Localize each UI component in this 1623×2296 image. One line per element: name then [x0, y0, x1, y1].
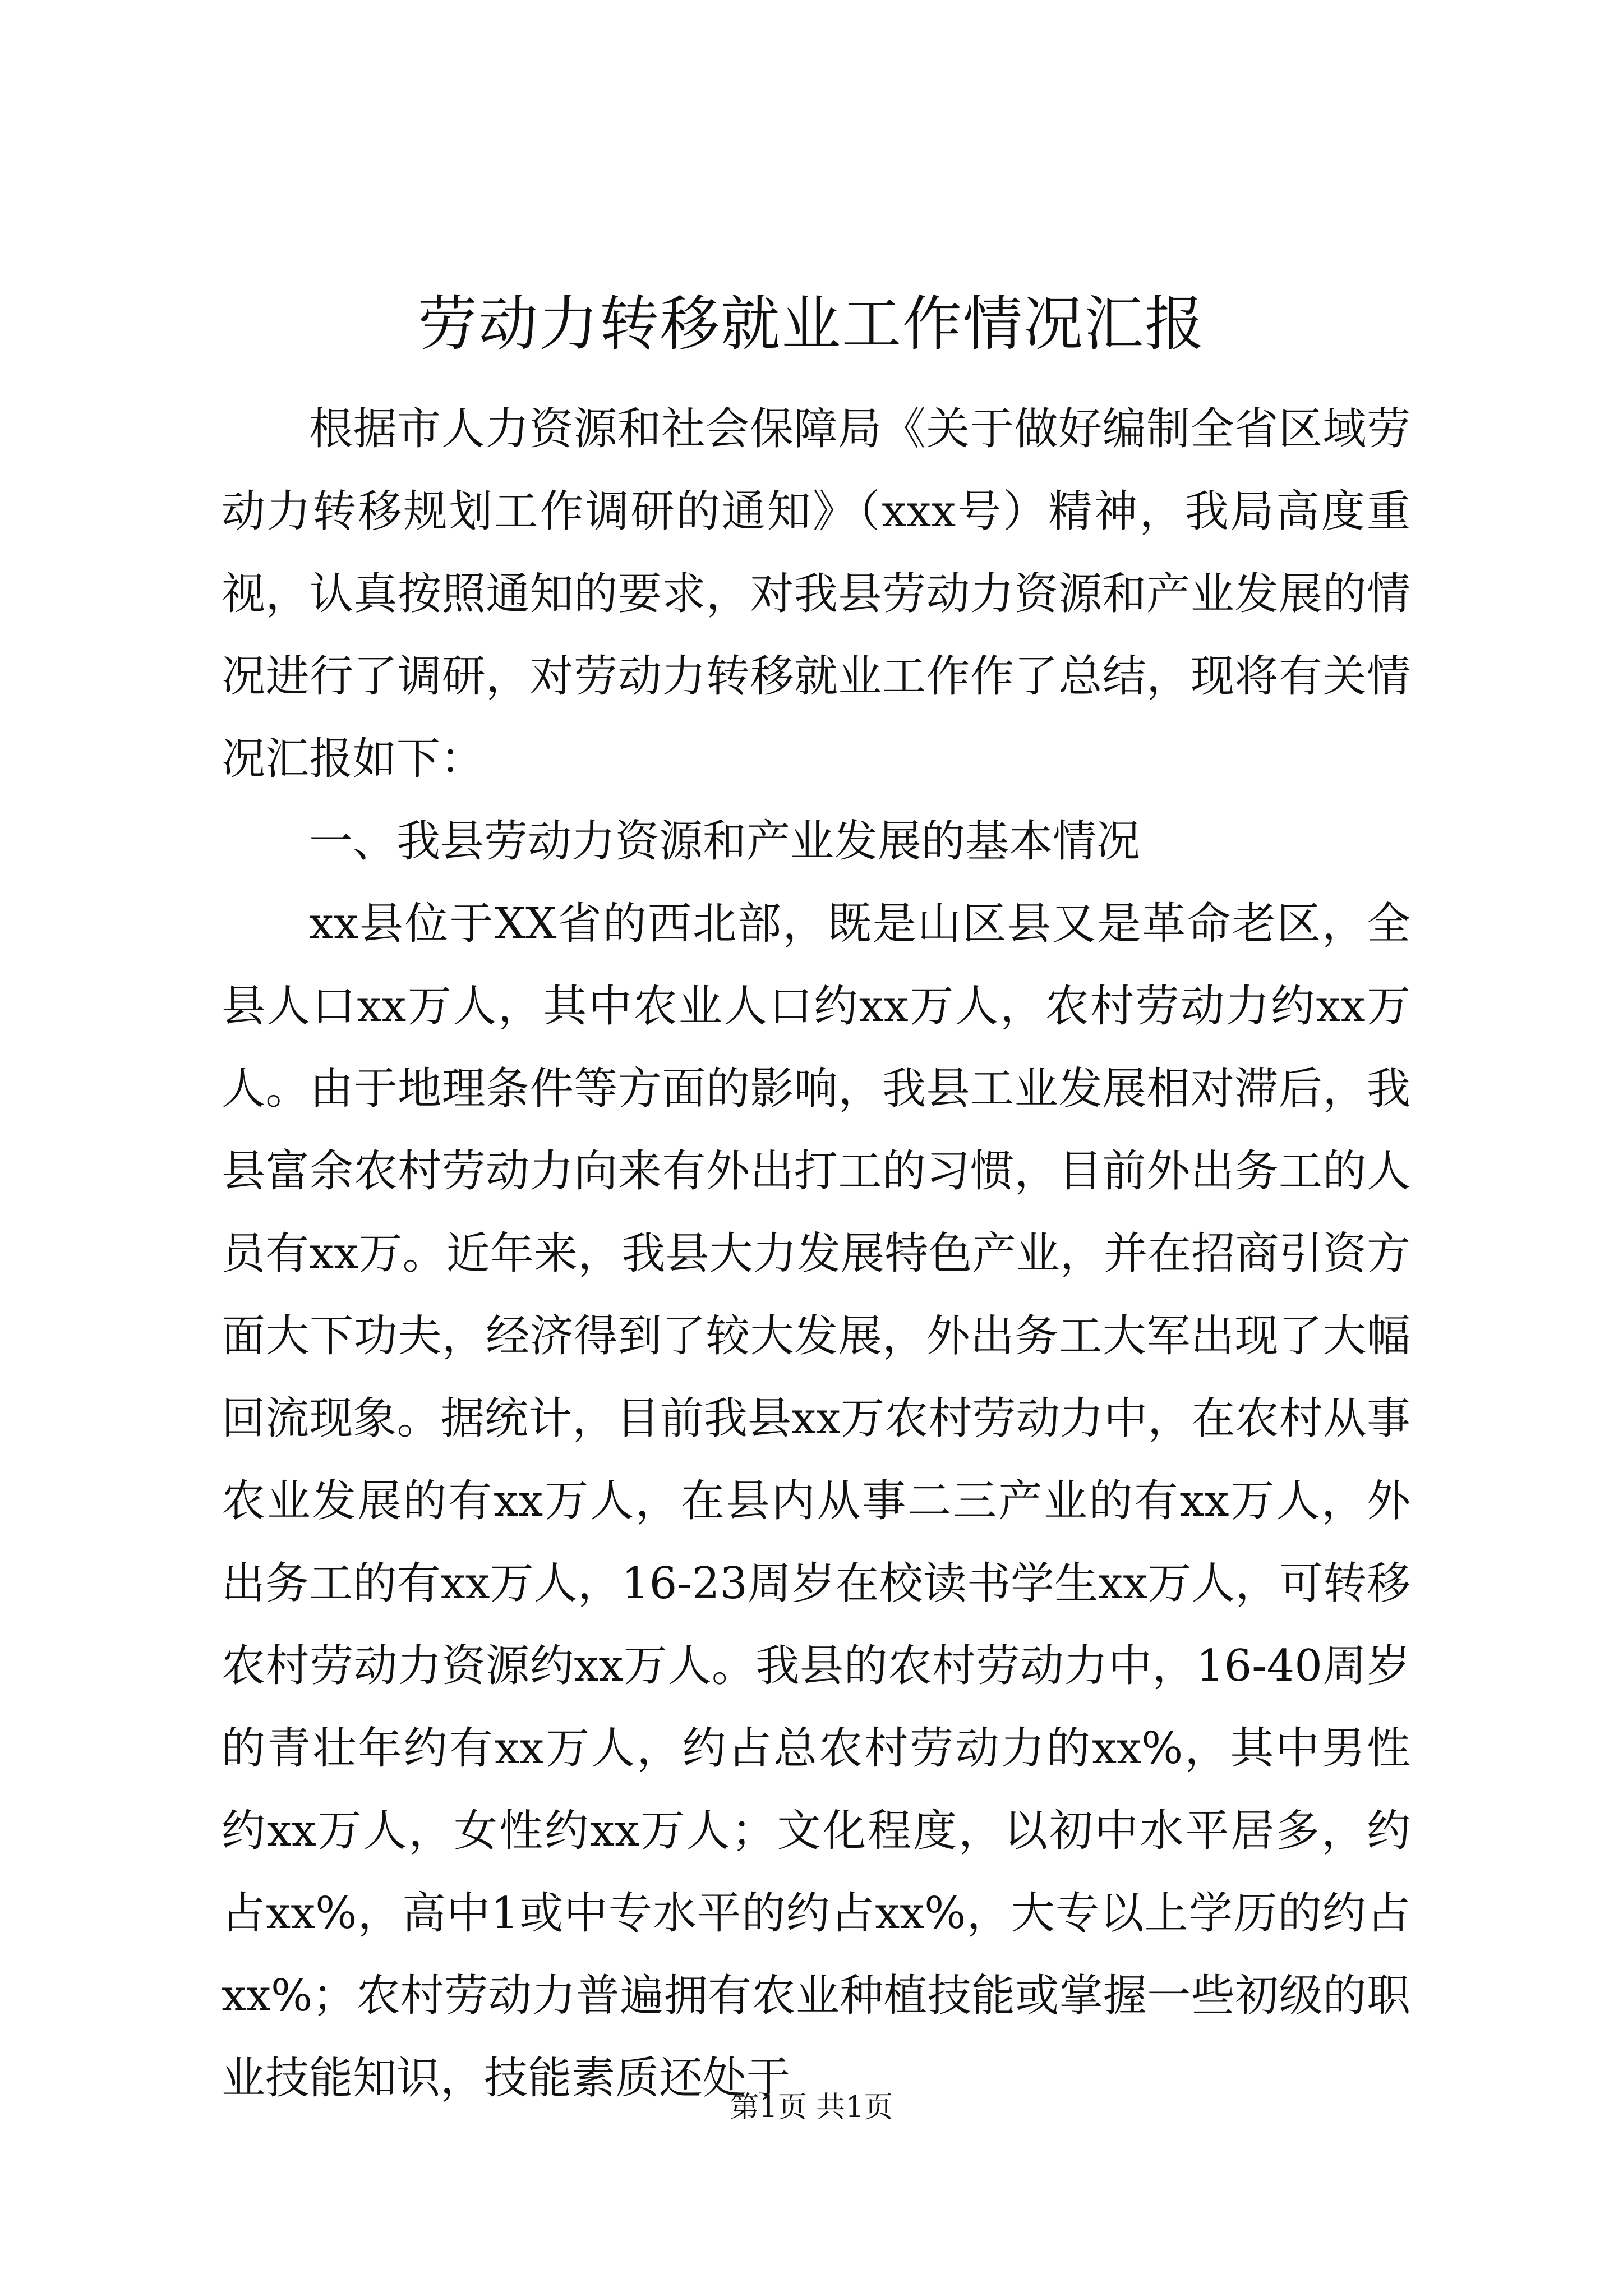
intro-paragraph: 根据市人力资源和社会保障局《关于做好编制全省区域劳动力转移规划工作调研的通知》（xxx号）精神，我局高度重视，认真按照通知的要求，对我县劳动力资源和产业发展的情况进行了调研，对劳动力转移就业工作作了总结，现将有关情况汇报如下： [222, 404, 1410, 784]
document-body [222, 388, 1410, 2120]
document-title: 劳动力转移就业工作情况汇报 [418, 289, 1205, 358]
page-footer: 第1页 共1页 [730, 2091, 893, 2124]
section-heading: 一、我县劳动力资源和产业发展的基本情况 [309, 816, 1141, 867]
section-paragraph: xx县位于XX省的西北部，既是山区县又是革命老区，全县人口xx万人，其中农业人口约xx万人，农村劳动力约xx万人。由于地理条件等方面的影响，我县工业发展相对滞后，我县富余农村劳动力向来有外出打工的习惯，目前外出务工的人员有xx万。近年来，我县大力发展特色产业，并在招商引资方面大下功夫，经济得到了较大发展，外出务工大军出现了大幅回流现象。据统计，目前我县xx万农村劳动力中，在农村从事农业发展的有xx万人，在县内从事二三产业的有xx万人，外出务工的有xx万人，16-23周岁在校读书学生xx万人，可转移农村劳动力资源约xx万人。我县的农村劳动力中，16-40周岁的青壮年约有xx万人，约占总农村劳动力的xx%，其中男性约xx万人，女性约xx万人；文化程度，以初中水平居多，约占xx%，高中1或中专水平的约占xx%，大专以上学历的约占xx%；农村劳动力普遍拥有农业种植技能或掌握一些初级的职业技能知识，技能素质还处于 [222, 899, 1410, 2104]
